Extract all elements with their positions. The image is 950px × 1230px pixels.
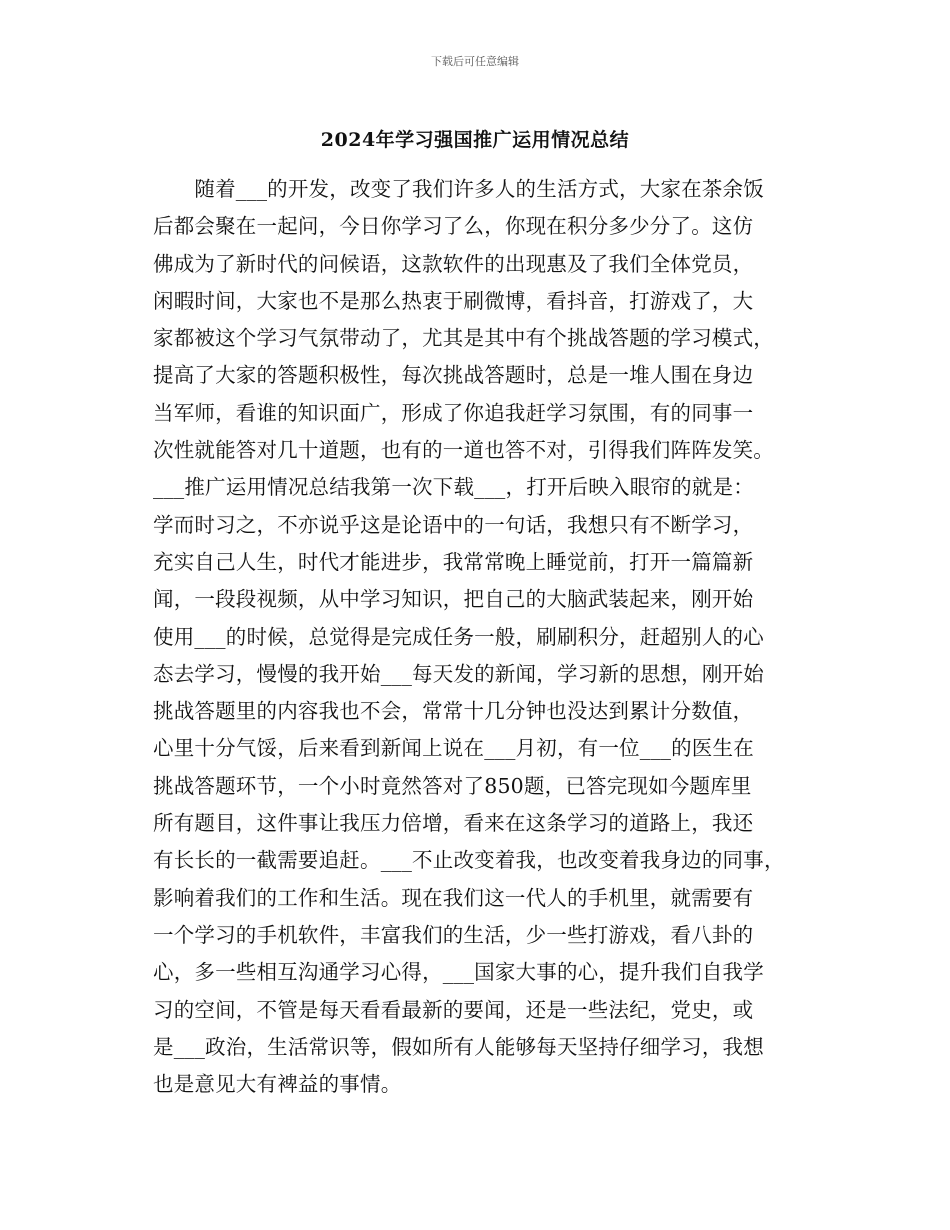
body-line: 挑战答题环节，一个小时竟然答对了850题，已答完现如今题库里: [153, 773, 752, 798]
body-line: 当军师，看谁的知识面广，形成了你追我赶学习氛围，有的同事一: [153, 400, 754, 425]
body-line: 心，多一些相互沟通学习心得，___国家大事的心，提升我们自我学: [153, 960, 764, 985]
body-line: 充实自己人生，时代才能进步，我常常晚上睡觉前，打开一篇篇新: [153, 549, 754, 574]
body-line: 提高了大家的答题积极性，每次挑战答题时，总是一堆人围在身边: [153, 363, 754, 388]
page-header-note: 下载后可任意编辑: [431, 55, 519, 68]
body-line: ___推广运用情况总结我第一次下载___，打开后映入眼帘的就是：: [153, 475, 754, 500]
body-line: 学而时习之，不亦说乎这是论语中的一句话，我想只有不断学习，: [153, 512, 754, 537]
body-line: 所有题目，这件事让我压力倍增，看来在这条学习的道路上，我还: [153, 811, 754, 836]
body-line: 一个学习的手机软件，丰富我们的生活，少一些打游戏，看八卦的: [153, 922, 754, 947]
body-line: 佛成为了新时代的问候语，这款软件的出现惠及了我们全体党员，: [153, 251, 754, 276]
body-line: 习的空间，不管是每天看看最新的要闻，还是一些法纪，党史，或: [153, 997, 754, 1022]
body-line: 也是意见大有裨益的事情。: [153, 1072, 402, 1097]
body-line: 闲暇时间，大家也不是那么热衷于刷微博，看抖音，打游戏了，大: [153, 288, 754, 313]
document-body: [153, 171, 823, 1103]
body-line: 心里十分气馁，后来看到新闻上说在___月初，有一位___的医生在: [153, 736, 754, 761]
body-line: 使用___的时候，总觉得是完成任务一般，刷刷积分，赶超别人的心: [153, 624, 764, 649]
body-line: 是___政治，生活常识等，假如所有人能够每天坚持仔细学习，我想: [153, 1034, 764, 1059]
body-line: 闻，一段段视频，从中学习知识，把自己的大脑武装起来，刚开始: [153, 587, 754, 612]
document-title: 2024年学习强国推广运用情况总结: [320, 129, 630, 151]
body-line: 影响着我们的工作和生活。现在我们这一代人的手机里，就需要有: [153, 885, 754, 910]
body-line: 后都会聚在一起问，今日你学习了么，你现在积分多少分了。这仿: [153, 214, 754, 239]
body-line: 态去学习，慢慢的我开始___每天发的新闻，学习新的思想，刚开始: [153, 661, 764, 686]
body-line: 随着___的开发，改变了我们许多人的生活方式，大家在茶余饭: [153, 177, 764, 201]
body-line: 次性就能答对几十道题，也有的一道也答不对，引得我们阵阵发笑。: [153, 438, 774, 463]
body-line: 挑战答题里的内容我也不会，常常十几分钟也没达到累计分数值，: [153, 699, 754, 724]
body-line: 有长长的一截需要追赶。___不止改变着我，也改变着我身边的同事，: [153, 848, 785, 873]
body-line: 家都被这个学习气氛带动了，尤其是其中有个挑战答题的学习模式，: [153, 326, 774, 351]
